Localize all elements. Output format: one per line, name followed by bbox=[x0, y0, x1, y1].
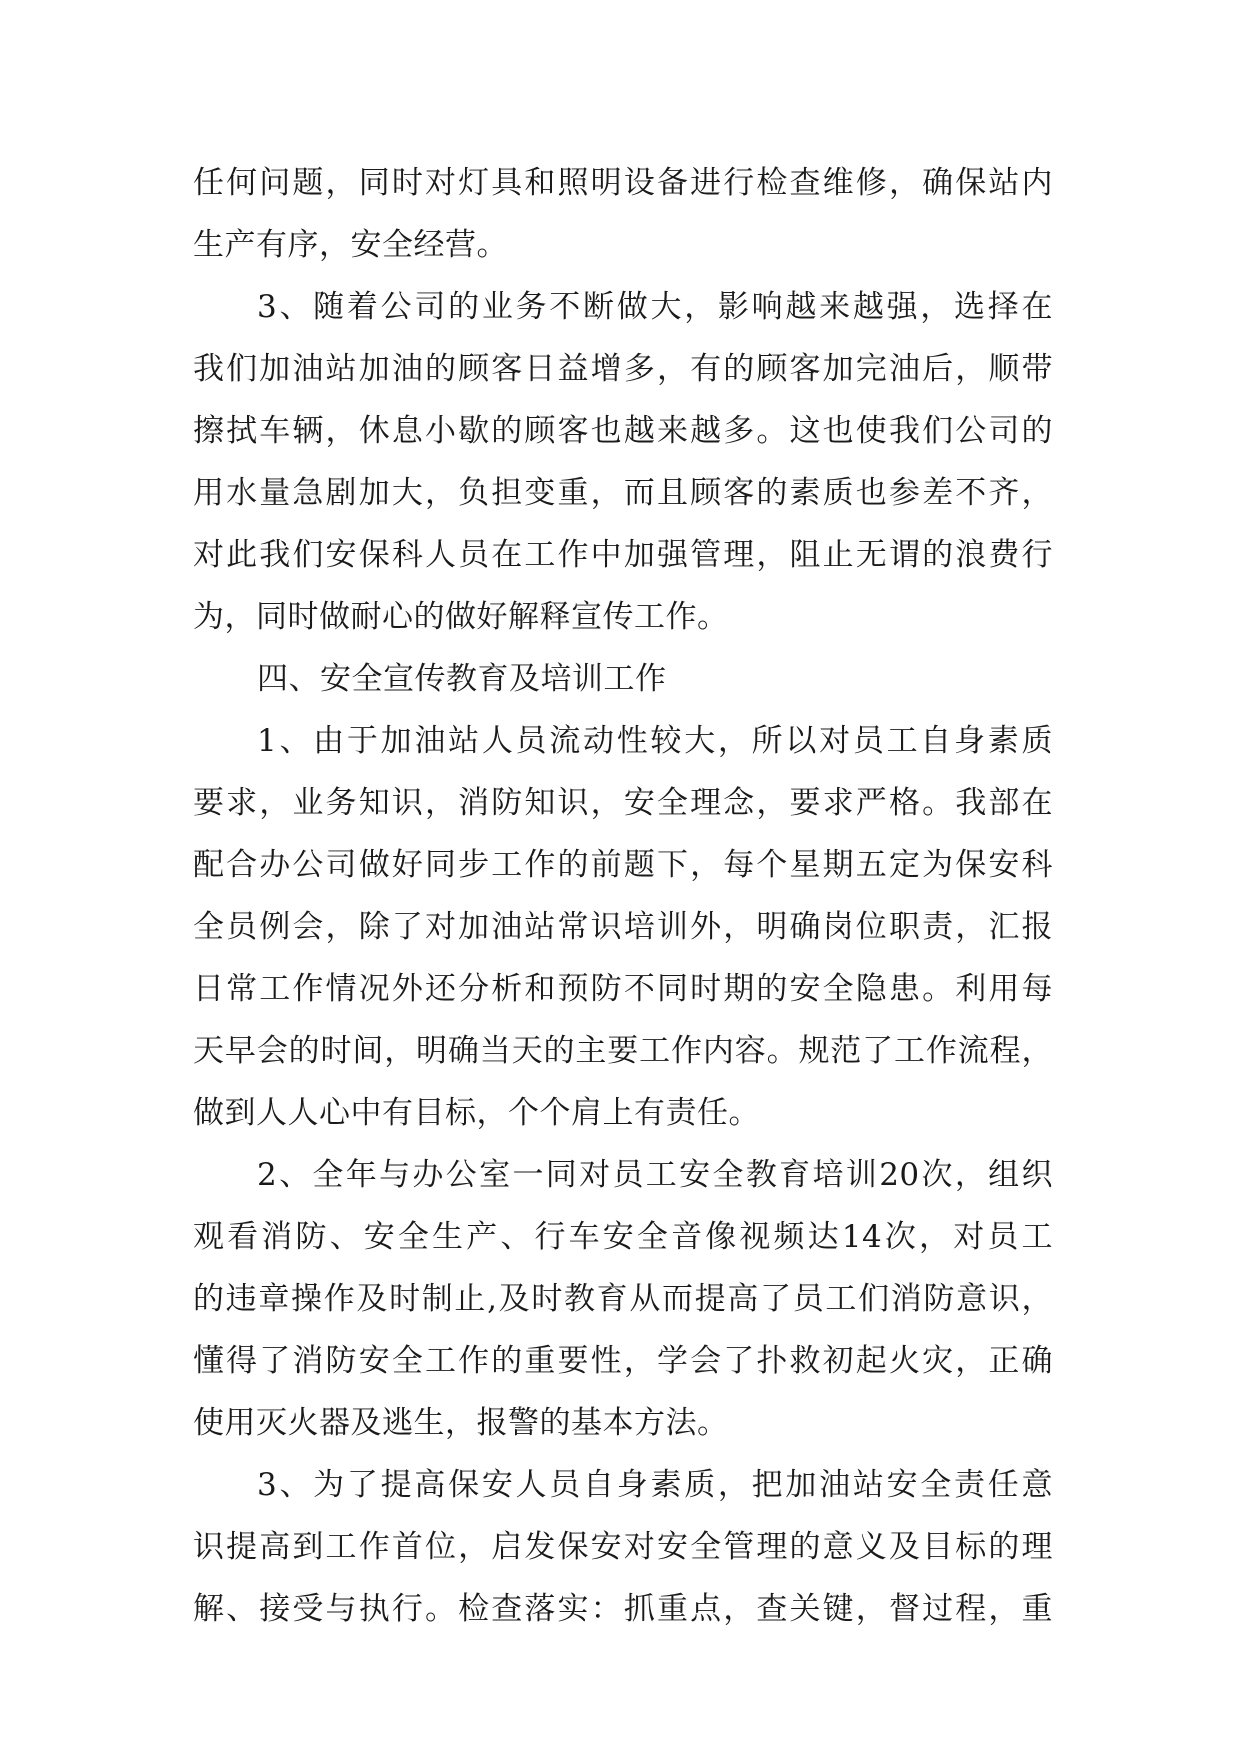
paragraph bbox=[193, 1144, 1053, 1454]
text-line: 解、接受与执行。检查落实：抓重点，查关键，督过程，重 bbox=[193, 1591, 1053, 1627]
text-line: 使用灭火器及逃生，报警的基本方法。 bbox=[193, 1405, 729, 1441]
text-line: 全员例会，除了对加油站常识培训外，明确岗位职责，汇报 bbox=[193, 909, 1053, 945]
section-heading bbox=[193, 648, 1053, 710]
text-line: 日常工作情况外还分析和预防不同时期的安全隐患。利用每 bbox=[193, 971, 1053, 1007]
paragraph bbox=[193, 1454, 1053, 1640]
text-line: 识提高到工作首位，启发保安对安全管理的意义及目标的理 bbox=[193, 1529, 1053, 1565]
text-line: 的违章操作及时制止,及时教育从而提高了员工们消防意识， bbox=[193, 1281, 1053, 1317]
text-line: 2、全年与办公室一同对员工安全教育培训20次，组织 bbox=[257, 1157, 1053, 1193]
text-line: 做到人人心中有目标，个个肩上有责任。 bbox=[193, 1095, 760, 1131]
text-line: 观看消防、安全生产、行车安全音像视频达14次，对员工 bbox=[193, 1219, 1053, 1255]
text-line: 1、由于加油站人员流动性较大，所以对员工自身素质 bbox=[257, 723, 1053, 759]
text-line: 用水量急剧加大，负担变重，而且顾客的素质也参差不齐， bbox=[193, 475, 1053, 511]
text-line: 天早会的时间，明确当天的主要工作内容。规范了工作流程， bbox=[193, 1033, 1053, 1069]
text-line: 擦拭车辆，休息小歇的顾客也越来越多。这也使我们公司的 bbox=[193, 413, 1053, 449]
text-line: 对此我们安保科人员在工作中加强管理，阻止无谓的浪费行 bbox=[193, 537, 1053, 573]
text-line: 任何问题，同时对灯具和照明设备进行检查维修，确保站内 bbox=[193, 165, 1053, 201]
document-body bbox=[193, 152, 1053, 1640]
text-line: 懂得了消防安全工作的重要性，学会了扑救初起火灾，正确 bbox=[193, 1343, 1053, 1379]
text-line: 四、安全宣传教育及培训工作 bbox=[257, 661, 667, 697]
paragraph bbox=[193, 276, 1053, 648]
text-line: 要求，业务知识，消防知识，安全理念，要求严格。我部在 bbox=[193, 785, 1053, 821]
paragraph bbox=[193, 710, 1053, 1144]
paragraph bbox=[193, 152, 1053, 276]
text-line: 3、为了提高保安人员自身素质，把加油站安全责任意 bbox=[257, 1467, 1053, 1503]
text-line: 为，同时做耐心的做好解释宣传工作。 bbox=[193, 599, 729, 635]
text-line: 我们加油站加油的顾客日益增多，有的顾客加完油后，顺带 bbox=[193, 351, 1053, 387]
text-line: 配合办公司做好同步工作的前题下，每个星期五定为保安科 bbox=[193, 847, 1053, 883]
text-line: 3、随着公司的业务不断做大，影响越来越强，选择在 bbox=[257, 289, 1053, 325]
text-line: 生产有序，安全经营。 bbox=[193, 227, 508, 263]
